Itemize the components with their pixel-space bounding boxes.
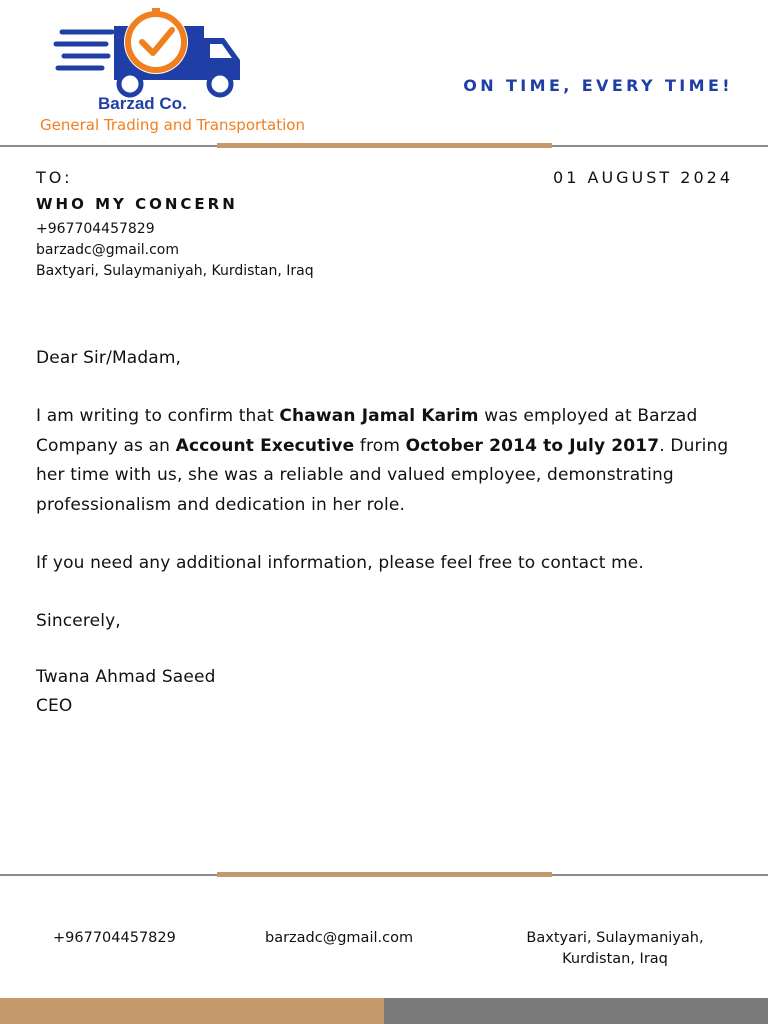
to-label: TO:	[36, 168, 73, 187]
footer-address-line-1: Baxtyari, Sulaymaniyah,	[526, 930, 704, 946]
employee-name: Chawan Jamal Karim	[279, 406, 479, 426]
recipient-phone: +967704457829	[36, 221, 155, 237]
footer-phone: +967704457829	[53, 930, 176, 946]
footer-bar-gray	[384, 998, 768, 1024]
p1-text-c: from	[354, 435, 406, 456]
closing: Sincerely,	[36, 611, 121, 631]
employment-period: October 2014 to July 2017	[405, 435, 660, 456]
recipient-address: Baxtyari, Sulaymaniyah, Kurdistan, Iraq	[36, 263, 314, 279]
p1-text-d: . During her time with us, she was a reliable and valued employee, demonstrating professionalism and dedication in her role.	[36, 435, 729, 515]
letter-date: 01 AUGUST 2024	[553, 168, 733, 187]
header-accent-bar	[217, 143, 552, 148]
footer-accent-bar	[217, 872, 552, 877]
footer-address	[520, 928, 710, 970]
slogan: ON TIME, EVERY TIME!	[463, 76, 733, 95]
salutation: Dear Sir/Madam,	[36, 348, 182, 368]
p1-text-a: I am writing to confirm that	[36, 406, 280, 426]
p1-text-b: was employed at Barzad Company as an	[36, 406, 698, 456]
footer-address-line-2: Kurdistan, Iraq	[562, 951, 668, 967]
body-paragraph-1	[36, 402, 736, 520]
recipient-name: WHO MY CONCERN	[36, 195, 238, 213]
signer-name: Twana Ahmad Saeed	[36, 667, 216, 687]
footer-bar-tan	[0, 998, 384, 1024]
employee-role: Account Executive	[175, 435, 355, 456]
delivery-truck-clock-check-icon	[52, 8, 244, 100]
recipient-email: barzadc@gmail.com	[36, 242, 179, 258]
body-paragraph-2: If you need any additional information, please feel free to contact me.	[36, 553, 644, 573]
footer-email: barzadc@gmail.com	[265, 930, 414, 946]
brand-tagline: General Trading and Transportation	[40, 116, 305, 134]
signer-title: CEO	[36, 696, 73, 716]
brand-name: Barzad Co.	[98, 94, 187, 113]
